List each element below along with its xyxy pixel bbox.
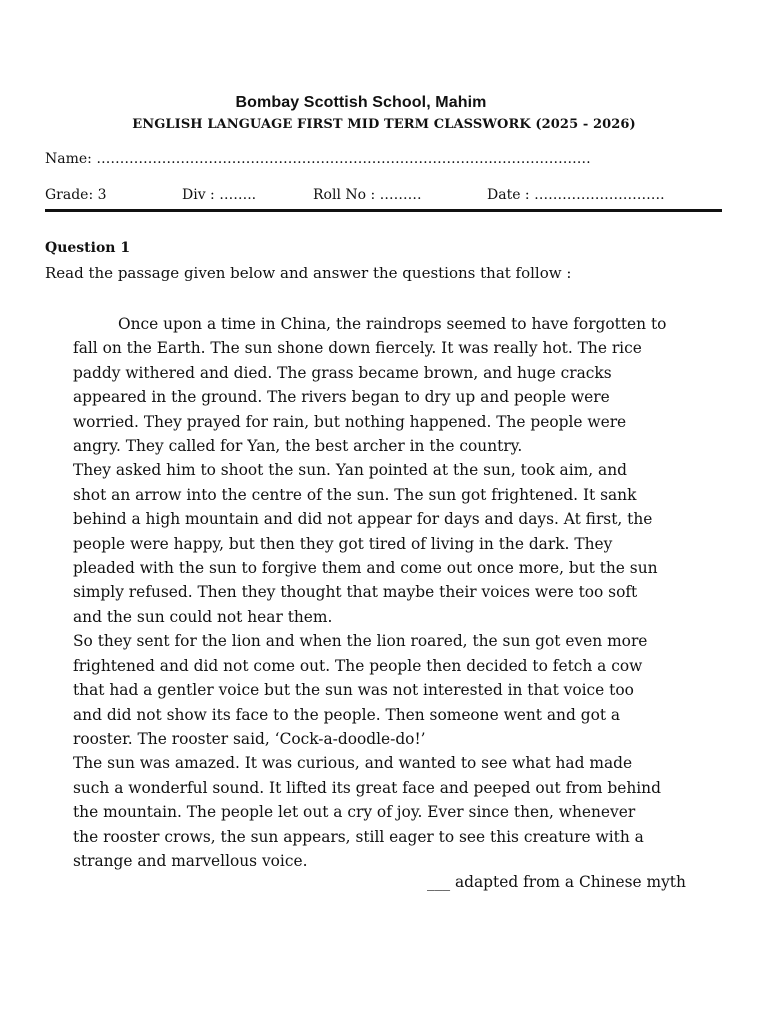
date-field: Date : ………………………. (487, 187, 665, 203)
question-heading: Question 1 (45, 240, 131, 256)
passage-source: ___ adapted from a Chinese myth (427, 873, 686, 891)
passage-line: and did not show its face to the people. Then someone went and got a (73, 705, 621, 724)
passage-line: appeared in the ground. The rivers began to dry up and people were (73, 388, 610, 407)
passage-line: strange and marvellous voice. (73, 851, 308, 870)
passage-line: pleaded with the sun to forgive them and come out once more, but the sun (73, 559, 658, 578)
reading-passage (73, 312, 733, 873)
passage-line: The sun was amazed. It was curious, and wanted to see what had made (73, 754, 633, 773)
grade-field: Grade: 3 (45, 187, 107, 203)
passage-line: such a wonderful sound. It lifted its great face and peeped out from behind (73, 778, 661, 797)
exam-title: ENGLISH LANGUAGE FIRST MID TERM CLASSWORK (2025 - 2026) (132, 117, 636, 132)
passage-line: the rooster crows, the sun appears, still eager to see this creature with a (73, 827, 644, 846)
passage-line: fall on the Earth. The sun shone down fiercely. It was really hot. The rice (73, 339, 642, 358)
passage-line: that had a gentler voice but the sun was not interested in that voice too (73, 681, 634, 700)
division-field: Div : …….. (182, 187, 257, 203)
passage-line: So they sent for the lion and when the lion roared, the sun got even more (73, 632, 648, 651)
passage-line: people were happy, but then they got tired of living in the dark. They (73, 534, 613, 553)
passage-line: worried. They prayed for rain, but nothing happened. The people were (73, 412, 627, 431)
passage-line: simply refused. Then they thought that maybe their voices were too soft (73, 583, 638, 602)
passage-line: rooster. The rooster said, ‘Cock-a-doodle-do!’ (73, 729, 426, 748)
passage-line: and the sun could not hear them. (73, 607, 333, 626)
passage-line: shot an arrow into the centre of the sun. The sun got frightened. It sank (73, 485, 637, 504)
passage-line: Once upon a time in China, the raindrops seemed to have forgotten to (118, 315, 667, 333)
header-divider (45, 209, 722, 212)
passage-line: frightened and did not come out. The people then decided to fetch a cow (73, 656, 643, 675)
roll-number-field: Roll No : ……… (313, 187, 422, 203)
question-instruction: Read the passage given below and answer the questions that follow : (45, 264, 572, 282)
passage-line: They asked him to shoot the sun. Yan pointed at the sun, took aim, and (73, 461, 627, 480)
school-name: Bombay Scottish School, Mahim (235, 94, 487, 111)
passage-line: the mountain. The people let out a cry of joy. Ever since then, whenever (73, 803, 636, 822)
student-details-row (45, 187, 725, 207)
student-name-field: Name: ………………………………………………………………………….………………… (45, 151, 591, 167)
passage-line: paddy withered and died. The grass became brown, and huge cracks (73, 363, 612, 382)
passage-line: behind a high mountain and did not appear for days and days. At first, the (73, 510, 653, 529)
passage-line: angry. They called for Yan, the best archer in the country. (73, 437, 523, 456)
